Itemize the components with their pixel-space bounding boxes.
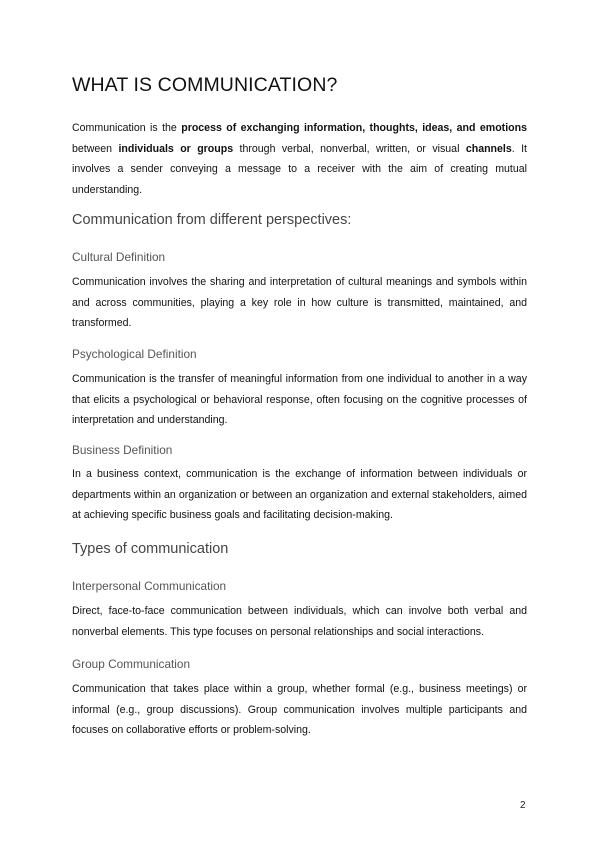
cultural-definition-heading: Cultural Definition (72, 250, 166, 264)
interpersonal-text: Direct, face-to-face communication between individuals, which can involve both verbal and nonverbal elements. This type focuses on personal relationships and social interactions. (72, 605, 527, 638)
intro-paragraph (72, 118, 527, 200)
group-heading: Group Communication (72, 657, 191, 671)
page-title: WHAT IS COMMUNICATION? (72, 74, 338, 96)
intro-text-3: through verbal, nonverbal, written, or visual (233, 142, 466, 155)
perspectives-heading: Communication from different perspectives: (72, 212, 352, 228)
psychological-definition-text: Communication is the transfer of meaningful information from one individual to another in a way that elicits a psychological or behavioral response, often focusing on the cognitive processes of interpretation and understanding. (72, 373, 527, 427)
types-heading: Types of communication (72, 541, 229, 557)
intro-text-4: . It involves a sender conveying a message to a receiver with the aim of creating mutual understanding. (72, 142, 528, 196)
business-definition-text: In a business context, communication is the exchange of information between individuals or departments within an organization or between an organization and external stakeholders, aimed at achieving specific business goals and facilitating decision-making. (72, 468, 527, 522)
intro-text-2: between (72, 142, 119, 155)
intro-bold-channels: channels (465, 142, 512, 155)
cultural-definition-text: Communication involves the sharing and interpretation of cultural meanings and symbols within and across communities, playing a key role in how culture is transmitted, maintained, and transformed. (72, 276, 527, 330)
page-number: 2 (520, 800, 526, 811)
psychological-definition-heading: Psychological Definition (72, 347, 197, 361)
intro-bold-process: process of exchanging information, thoughts, ideas, and emotions (181, 122, 527, 134)
intro-bold-individuals: individuals or groups (118, 142, 234, 155)
business-definition-heading: Business Definition (72, 443, 173, 457)
interpersonal-heading: Interpersonal Communication (72, 579, 227, 593)
intro-text-1: Communication is the (72, 122, 182, 134)
group-text: Communication that takes place within a group, whether formal (e.g., business meetings) or informal (e.g., group discussions). Group communication involves multiple participants and focuses on collaborative efforts or problem-solving. (72, 683, 527, 737)
